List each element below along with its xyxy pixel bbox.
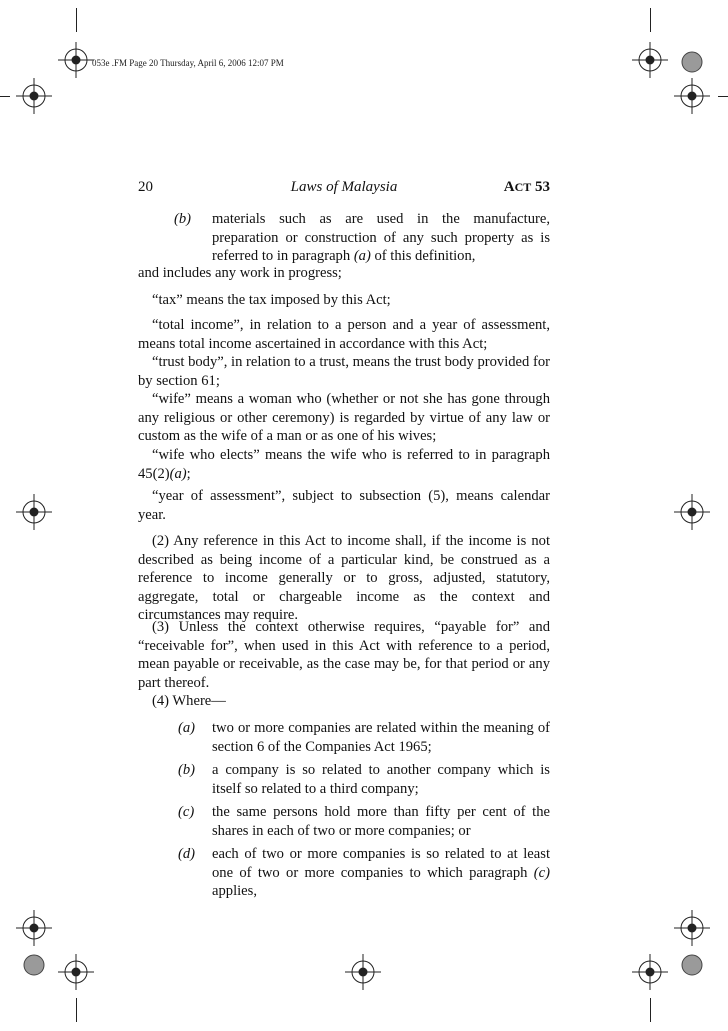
subsection-3: (3) Unless the context otherwise requires, “payable for” and “receivable for”, when used in this Act with reference to a period, mean payable or receivable, as the case may be, for that period or any part thereof. (138, 619, 550, 691)
registration-mark-icon (672, 492, 712, 532)
crop-line (76, 998, 77, 1022)
subsection-2: (2) Any reference in this Act to income shall, if the income is not described as being income of a particular kind, be construed as a reference to income generally or to gross, adjusted, statutory, aggregate, total or chargeable income as the context and circumstances may require. (138, 533, 550, 624)
definition-tax: “tax” means the tax imposed by this Act; (152, 292, 391, 308)
registration-mark-icon (56, 40, 96, 80)
item-text: the same persons hold more than fifty per cent of the shares in each of two or more companies; or (212, 804, 550, 839)
registration-mark-icon (672, 908, 712, 948)
crop-line (0, 96, 10, 97)
definition-wife: “wife” means a woman who (whether or not she has gone through any religious or other ceremony) is regarded by virtue of any law or custom as the wife of a man or as one of his wives; (138, 391, 550, 445)
crop-line (718, 96, 728, 97)
item-text: materials such as are used in the manufacture, preparation or construction of any such property as is referred to in paragraph (a) of this definition, (212, 211, 550, 265)
act-number: ACT 53 (503, 179, 550, 195)
item-text: each of two or more companies is so related to at least one of two or more companies to which paragraph (c) applies, (212, 846, 550, 900)
registration-mark-icon (14, 492, 54, 532)
subsection-4: (4) Where— (152, 693, 226, 709)
registration-mark-icon (630, 952, 670, 992)
crop-line (650, 8, 651, 32)
registration-mark-icon (672, 76, 712, 116)
item-label: (b) (178, 762, 196, 778)
item-label: (c) (178, 804, 195, 820)
page-number: 20 (138, 179, 153, 195)
crop-line (76, 8, 77, 32)
running-header (138, 179, 550, 201)
item-label: (b) (174, 211, 192, 227)
print-slug: 053e .FM Page 20 Thursday, April 6, 2006 12:07 PM (92, 58, 284, 68)
paragraph-wip: and includes any work in progress; (138, 265, 342, 281)
registration-mark-icon (14, 76, 54, 116)
item-label: (a) (178, 720, 196, 736)
gray-target-icon (672, 945, 712, 985)
definition-total-income: “total income”, in relation to a person and a year of assessment, means total income ascertained in accordance with this Act; (138, 317, 550, 352)
item-text: a company is so related to another company which is itself so related to a third company; (212, 762, 550, 797)
registration-mark-icon (56, 952, 96, 992)
definition-year-of-assessment: “year of assessment”, subject to subsection (5), means calendar year. (138, 488, 550, 523)
crop-line (650, 998, 651, 1022)
header-title: Laws of Malaysia (290, 179, 398, 195)
gray-target-icon (14, 945, 54, 985)
registration-mark-icon (343, 952, 383, 992)
registration-mark-icon (630, 40, 670, 80)
definition-trust-body: “trust body”, in relation to a trust, means the trust body provided for by section 61; (138, 354, 551, 389)
item-text: two or more companies are related within the meaning of section 6 of the Companies Act 1965; (212, 720, 550, 755)
item-label: (d) (178, 846, 196, 862)
definition-wife-who-elects: “wife who elects” means the wife who is referred to in paragraph 45(2)(a); (138, 447, 550, 482)
registration-mark-icon (14, 908, 54, 948)
